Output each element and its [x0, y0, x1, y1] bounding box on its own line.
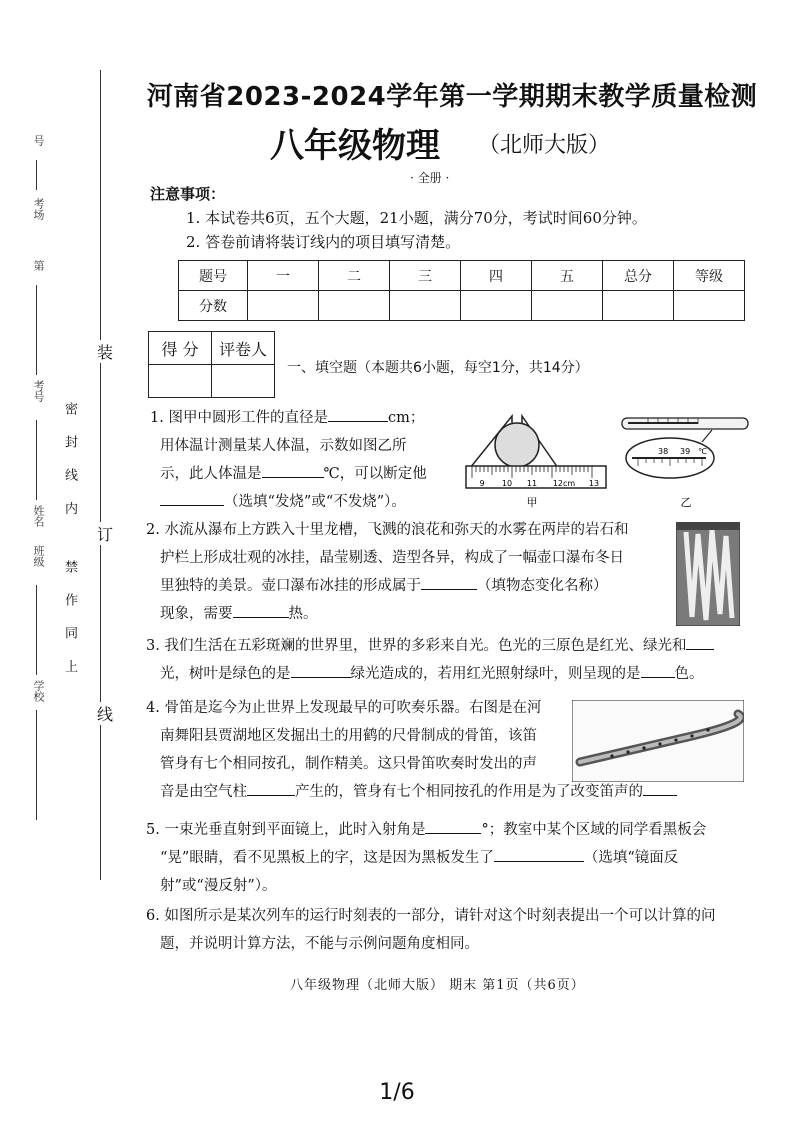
student-field-number: 号 [32, 135, 45, 146]
score-cell[interactable] [603, 291, 674, 321]
q3-text: 3. 我们生活在五彩斑斓的世界里，世界的多彩来自光。色光的三原色是红光、绿光和 [146, 638, 687, 654]
exam-title: 河南省2023-2024学年第一学期期末教学质量检测 [146, 82, 758, 112]
q1-text: （选填“发烧”或“不发烧”）。 [224, 494, 406, 510]
figure-b-label: 乙 [680, 496, 692, 509]
student-field-line [36, 585, 37, 675]
answer-blank[interactable] [641, 662, 675, 678]
disc-shape [495, 423, 539, 467]
ruler-tick-label: 13 [588, 479, 600, 488]
score-header-cell: 三 [390, 261, 461, 291]
score-table [178, 260, 745, 321]
figure-a-label: 甲 [526, 496, 538, 509]
q4-text: 4. 骨笛是迄今为止世界上发现最早的可吹奏乐器。右图是在河 [146, 700, 542, 716]
answer-blank[interactable] [643, 780, 677, 796]
binding-char-xian: 线 [96, 702, 114, 725]
answer-blank[interactable] [247, 780, 295, 796]
q2-text: 护栏上形成壮观的冰挂，晶莹剔透、造型各异，构成了一幅壶口瀑布冬日 [160, 550, 624, 566]
grader-name-label: 评卷人 [212, 332, 275, 365]
q4-text: 管身有七个相同按孔，制作精美。这只骨笛吹奏时发出的声 [160, 756, 537, 772]
therm-tick-label: ℃ [698, 447, 707, 456]
binding-warning-1: 密 封 线 内 [62, 402, 77, 523]
figure-b-thermometer [618, 410, 758, 512]
q1-text: 用体温计测量某人体温，示数如图乙所 [160, 438, 407, 454]
binding-warning-2: 禁 作 同 上 [62, 560, 77, 681]
student-field-line [36, 160, 37, 190]
q1-text: cm； [387, 410, 425, 426]
student-field-line [36, 710, 37, 820]
question-3 [146, 632, 766, 688]
question-5 [146, 816, 766, 900]
q1-text: 1. 图甲中圆形工件的直径是 [150, 410, 328, 426]
grader-box [148, 331, 275, 398]
answer-blank[interactable] [686, 634, 714, 650]
q2-text: 热。 [288, 606, 318, 622]
binding-line [100, 70, 101, 880]
answer-blank[interactable] [233, 602, 289, 618]
bone-flute-image [572, 700, 744, 782]
therm-tick-label: 38 [658, 447, 669, 456]
answer-blank[interactable] [421, 574, 477, 590]
q4-text: 音是由空气柱 [160, 784, 247, 800]
answer-blank[interactable] [160, 490, 224, 506]
figure-a-ruler [460, 410, 612, 512]
score-cell[interactable] [248, 291, 319, 321]
question-2 [146, 516, 666, 628]
answer-blank[interactable] [425, 818, 481, 834]
exam-volume: · 全册 · [410, 171, 450, 185]
page-indicator: 1/6 [379, 1080, 415, 1105]
grader-score-cell[interactable] [149, 365, 212, 398]
student-field-id: 考号 [32, 380, 45, 402]
question-1 [150, 404, 450, 516]
student-field-line [36, 285, 37, 375]
q6-text: 题，并说明计算方法，不能与示例问题角度相同。 [160, 936, 479, 952]
note-item: 1. 本试卷共6页，五个大题，21小题，满分70分，考试时间60分钟。 [186, 209, 647, 227]
grader-score-label: 得 分 [149, 332, 212, 365]
score-header-cell: 一 [248, 261, 319, 291]
binding-char-zhuang: 装 [96, 340, 114, 363]
q5-text: （选填“镜面反 [583, 850, 679, 866]
score-cell[interactable] [319, 291, 390, 321]
q3-text: 光，树叶是绿色的是 [160, 666, 291, 682]
student-field-line [36, 420, 37, 500]
score-cell[interactable] [461, 291, 532, 321]
therm-tick-label: 39 [680, 447, 691, 456]
q4-text: 南舞阳县贾湖地区发掘出土的用鹤的尺骨制成的骨笛，该笛 [160, 728, 537, 744]
q3-text: 绿光造成的，若用红光照射绿叶，则呈现的是 [350, 666, 641, 682]
question-6 [146, 902, 766, 958]
page-footer: 八年级物理（北师大版） 期末 第1页（共6页） [290, 978, 585, 993]
q3-text: 色。 [674, 666, 704, 682]
exam-subject: 八年级物理 [270, 126, 440, 166]
q5-text: 射”或“漫反射”）。 [160, 878, 277, 894]
answer-blank[interactable] [262, 462, 324, 478]
ruler-tick-label: 9 [479, 479, 485, 488]
exam-edition: （北师大版） [478, 133, 611, 158]
q1-text: 示，此人体温是 [160, 466, 262, 482]
q2-text: （填物态变化名称） [477, 578, 608, 594]
score-header-cell: 等级 [674, 261, 745, 291]
score-cell[interactable] [674, 291, 745, 321]
score-header-cell: 二 [319, 261, 390, 291]
score-header-cell: 题号 [179, 261, 248, 291]
score-header-cell: 四 [461, 261, 532, 291]
q2-text: 里独特的美景。壶口瀑布冰挂的形成属于 [160, 578, 421, 594]
q4-text: 产生的，管身有七个相同按孔的作用是为了改变笛声的 [295, 784, 643, 800]
q1-text: ℃，可以断定他 [323, 466, 427, 482]
score-row-label: 分数 [179, 291, 248, 321]
grader-name-cell[interactable] [212, 365, 275, 398]
ruler-tick-label: 10 [501, 479, 513, 488]
student-field-name: 姓名 [32, 505, 45, 527]
note-item: 2. 答卷前请将装订线内的项目填写清楚。 [186, 233, 461, 251]
answer-blank[interactable] [494, 846, 584, 862]
score-header-cell: 总分 [603, 261, 674, 291]
student-field-seq: 第 [32, 260, 45, 271]
score-cell[interactable] [532, 291, 603, 321]
student-field-school: 学校 [32, 680, 45, 702]
waterfall-image [676, 522, 740, 626]
q2-text: 现象，需要 [160, 606, 233, 622]
section-title: 一、填空题（本题共6小题，每空1分，共14分） [287, 360, 589, 376]
student-field-room: 考场 [32, 198, 45, 220]
student-field-class: 班级 [32, 545, 45, 567]
q5-text: °；教室中某个区域的同学看黑板会 [481, 822, 707, 838]
q6-text: 6. 如图所示是某次列车的运行时刻表的一部分，请针对这个时刻表提出一个可以计算的问 [146, 908, 716, 924]
binding-char-ding: 订 [96, 522, 114, 545]
q5-text: 5. 一束光垂直射到平面镜上，此时入射角是 [146, 822, 426, 838]
q2-text: 2. 水流从瀑布上方跌入十里龙槽，飞溅的浪花和弥天的水雾在两岸的岩石和 [146, 522, 629, 538]
answer-blank[interactable] [328, 406, 388, 422]
notes-heading: 注意事项： [150, 185, 226, 203]
ruler-tick-label: 12cm [552, 479, 576, 488]
answer-blank[interactable] [291, 662, 351, 678]
ruler-tick-label: 11 [526, 479, 538, 488]
score-header-cell: 五 [532, 261, 603, 291]
score-cell[interactable] [390, 291, 461, 321]
q5-text: “晃”眼睛，看不见黑板上的字，这是因为黑板发生了 [160, 850, 494, 866]
